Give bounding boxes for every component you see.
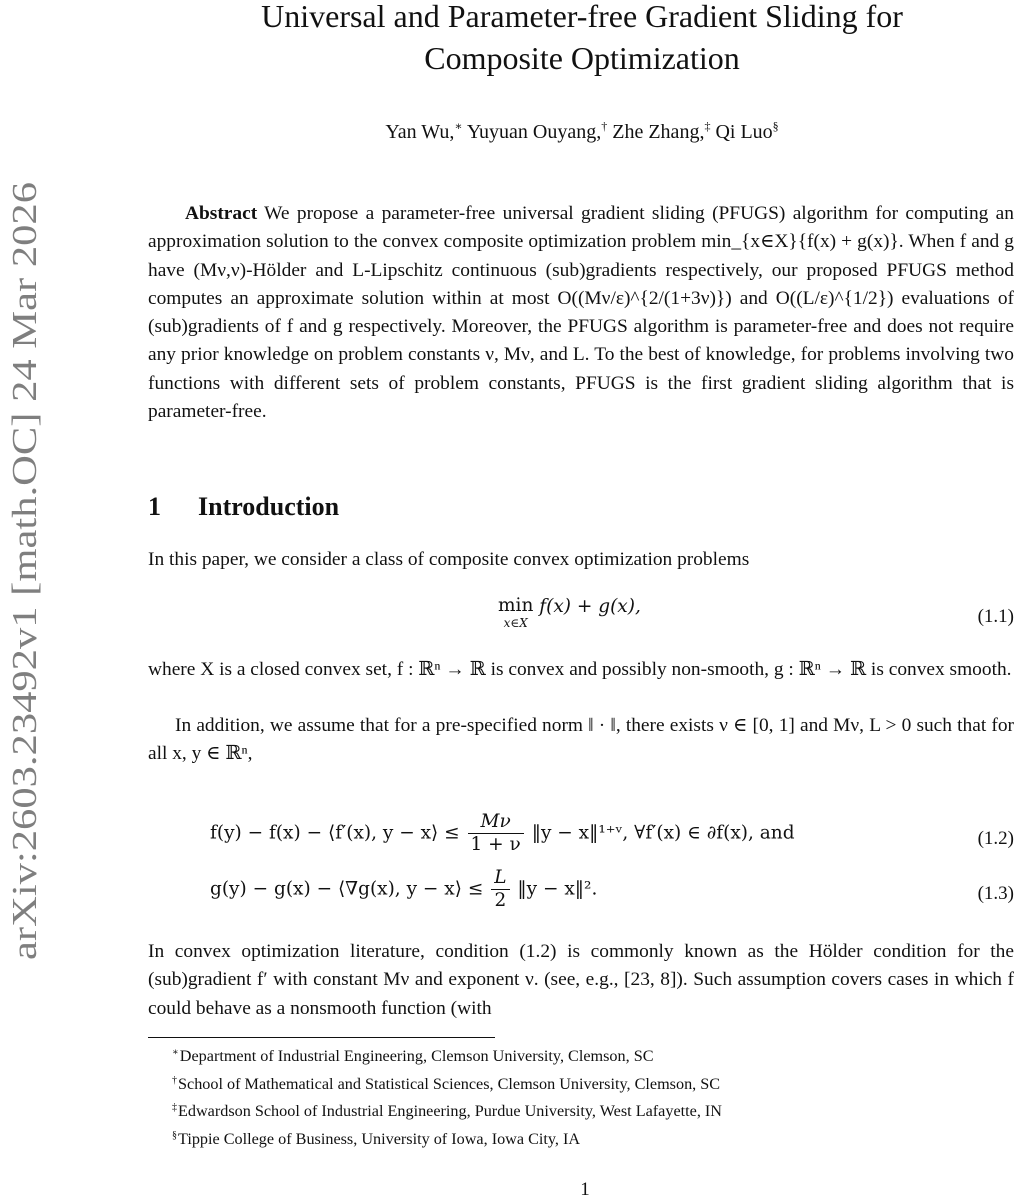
section-heading	[148, 490, 339, 524]
footnote-mark: ‡	[172, 1102, 177, 1114]
equation-number: (1.1)	[977, 606, 1014, 627]
holder-condition-paragraph: In convex optimization literature, condition (1.2) is commonly known as the Hölder condition for the (sub)gradient f′ with constant Mν and exponent ν. (see, e.g., [23, 8]). Such assumption covers cases in which f could behave as a nonsmooth function (with	[148, 941, 1014, 1019]
equation-body	[210, 812, 795, 855]
page-number: 1	[580, 1179, 590, 1200]
equation-1-3	[148, 868, 1014, 924]
author-name: Zhe Zhang,	[612, 121, 705, 143]
equation-number: (1.3)	[977, 883, 1014, 904]
arxiv-identifier-stamp	[0, 180, 48, 960]
equation-1-1	[148, 596, 1014, 636]
author-mark: †	[601, 119, 608, 133]
assumption-paragraph: In addition, we assume that for a pre-specified norm ‖ · ‖, there exists ν ∈ [0, 1] and Mν, L > 0 such that for all x, y ∈ ℝⁿ,	[148, 715, 1014, 765]
section-number: 1	[148, 492, 161, 521]
arxiv-identifier-svg	[0, 180, 48, 960]
where-paragraph: where X is a closed convex set, f : ℝⁿ → ℝ is convex and possibly non-smooth, g : ℝⁿ → ℝ is convex smooth.	[148, 659, 1012, 680]
abstract-text: We propose a parameter-free universal gradient sliding (PFUGS) algorithm for computing an approximation solution to the convex composite optimization problem min_{x∈X}{f(x) + g(x)}. When f and g have (Mν,ν)-Hölder and L-Lipschitz continuous (sub)gradients respectively, our proposed PFUGS method computes an approximate solution within at most O((Mν/ε)^{2/(1+3ν)}) and O((L/ε)^{1/2}) evaluations of (sub)gradients of f and g respectively. Moreover, the PFUGS algorithm is parameter-free and does not require any prior knowledge on problem constants ν, Mν, and L. To the best of knowledge, for problems involving two functions with different sets of problem constants, PFUGS is the first gradient sliding algorithm that is parameter-free.	[148, 203, 1014, 423]
fraction-denominator: 2	[494, 890, 507, 911]
author-mark: ‡	[704, 119, 711, 133]
author-name: Qi Luo	[715, 121, 773, 143]
min-operator-label: min	[498, 595, 534, 616]
fraction-denominator: 1 + ν	[470, 834, 521, 855]
equation-body	[498, 596, 641, 630]
intro-paragraph: In this paper, we consider a class of composite convex optimization problems	[148, 549, 750, 570]
footnote-item	[172, 1124, 1014, 1152]
author-mark: §	[772, 119, 779, 133]
fraction-numerator: Mν	[468, 812, 524, 834]
min-operator	[498, 596, 533, 630]
arxiv-identifier-text: arXiv:2603.23492v1 [math.OC] 24 Mar 2026	[5, 320, 44, 960]
footnotes	[172, 1041, 1014, 1152]
footnote-mark: †	[172, 1074, 177, 1086]
fraction	[491, 868, 509, 911]
objective-expression: f(x) + g(x),	[539, 596, 641, 617]
equation-number: (1.2)	[977, 828, 1014, 849]
equation-right-side: ‖y − x‖².	[517, 878, 598, 900]
section-title: Introduction	[198, 492, 340, 521]
footnote-divider	[148, 1037, 495, 1038]
footnote-text: School of Mathematical and Statistical Sciences, Clemson University, Clemson, SC	[178, 1074, 721, 1093]
equation-right-side: ‖y − x‖¹⁺ᵛ, ∀f′(x) ∈ ∂f(x), and	[531, 822, 795, 844]
author-name: Yuyuan Ouyang,	[466, 121, 602, 143]
fraction	[468, 812, 524, 855]
title-line-1: Universal and Parameter-free Gradient Sliding for	[261, 0, 903, 34]
author-mark: ∗	[454, 119, 463, 133]
min-subscript: x∈X	[503, 616, 528, 630]
footnote-text: Department of Industrial Engineering, Clemson University, Clemson, SC	[179, 1047, 654, 1065]
footnote-item	[172, 1096, 1014, 1124]
footnote-text: Edwardson School of Industrial Engineering, Purdue University, West Lafayette, IN	[178, 1102, 722, 1121]
equation-left-side: f(y) − f(x) − ⟨f′(x), y − x⟩ ≤	[210, 822, 460, 844]
abstract	[148, 200, 1014, 426]
footnote-text: Tippie College of Business, University of Iowa, Iowa City, IA	[178, 1130, 581, 1149]
footnote-item	[172, 1041, 1014, 1069]
fraction-numerator: L	[491, 868, 509, 890]
paper-title	[150, 0, 1014, 79]
footnote-mark: §	[172, 1130, 177, 1142]
footnote-mark: ∗	[172, 1047, 179, 1058]
equation-1-2	[148, 808, 1014, 868]
equation-left-side: g(y) − g(x) − ⟨∇g(x), y − x⟩ ≤	[210, 878, 484, 900]
footnote-item	[172, 1069, 1014, 1097]
author-name: Yan Wu,	[385, 121, 455, 143]
title-line-2: Composite Optimization	[424, 40, 740, 76]
abstract-label: Abstract	[185, 203, 258, 224]
author-list	[150, 113, 1014, 145]
equation-body	[210, 868, 597, 911]
